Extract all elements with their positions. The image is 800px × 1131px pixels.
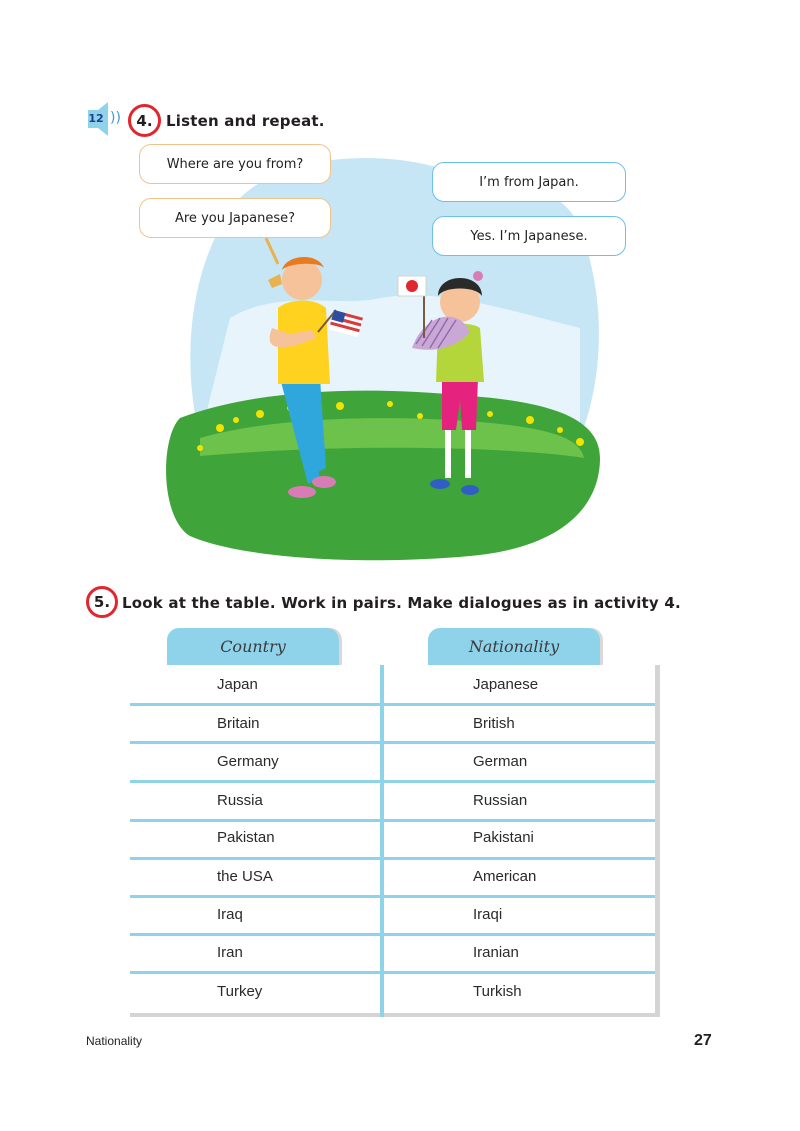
table-shadow-right [655,665,660,1017]
table-row-line [130,971,655,974]
page-number: 27 [694,1032,712,1049]
speech-bubble-where-from: Where are you from? [139,144,331,184]
speech-bubble-are-you-japanese: Are you Japanese? [139,198,331,238]
table-cell-country: Britain [217,715,260,732]
table-row-line [130,933,655,936]
table-cell-nationality: Pakistani [473,829,534,846]
footer-section-name: Nationality [86,1034,143,1048]
activity-5-number: 5. [86,586,118,618]
table-cell-nationality: Turkish [473,983,522,1000]
table-cell-country: Iraq [217,906,243,923]
table-cell-nationality: Japanese [473,676,539,693]
activity-4-title: Listen and repeat. [166,112,325,130]
table-header-nationality: Nationality [428,628,600,665]
table-row-line [130,895,655,898]
table-cell-nationality: Russian [473,792,528,809]
table-shadow-bottom [130,1013,660,1017]
speech-bubble-yes-japanese: Yes. I’m Japanese. [432,216,626,256]
activity-4-number: 4. [128,104,161,137]
table-column-divider [380,665,384,1017]
table-cell-nationality: British [473,715,515,732]
table-cell-nationality: German [473,753,528,770]
table-cell-country: Pakistan [217,829,275,846]
table-header-country: Country [167,628,339,665]
table-cell-nationality: American [473,868,537,885]
table-cell-country: Iran [217,944,243,961]
grass-field [166,391,600,561]
table-row-line [130,780,655,783]
table-row-line [130,703,655,706]
table-row-line [130,741,655,744]
table-cell-country: Japan [217,676,258,693]
table-cell-nationality: Iraqi [473,906,503,923]
audio-track-badge[interactable] [86,100,112,138]
table-cell-country: the USA [217,868,273,885]
table-cell-country: Russia [217,792,263,809]
sound-waves-icon: )) [110,110,121,126]
table-cell-nationality: Iranian [473,944,519,961]
table-row-line [130,857,655,860]
table-cell-country: Turkey [217,983,263,1000]
activity-5-title: Look at the table. Work in pairs. Make dialogues as in activity 4. [122,594,681,612]
nationality-table [130,665,660,1017]
table-cell-country: Germany [217,753,279,770]
audio-track-number: 12 [88,112,104,125]
speech-bubble-from-japan: I’m from Japan. [432,162,626,202]
table-row-line [130,819,655,822]
